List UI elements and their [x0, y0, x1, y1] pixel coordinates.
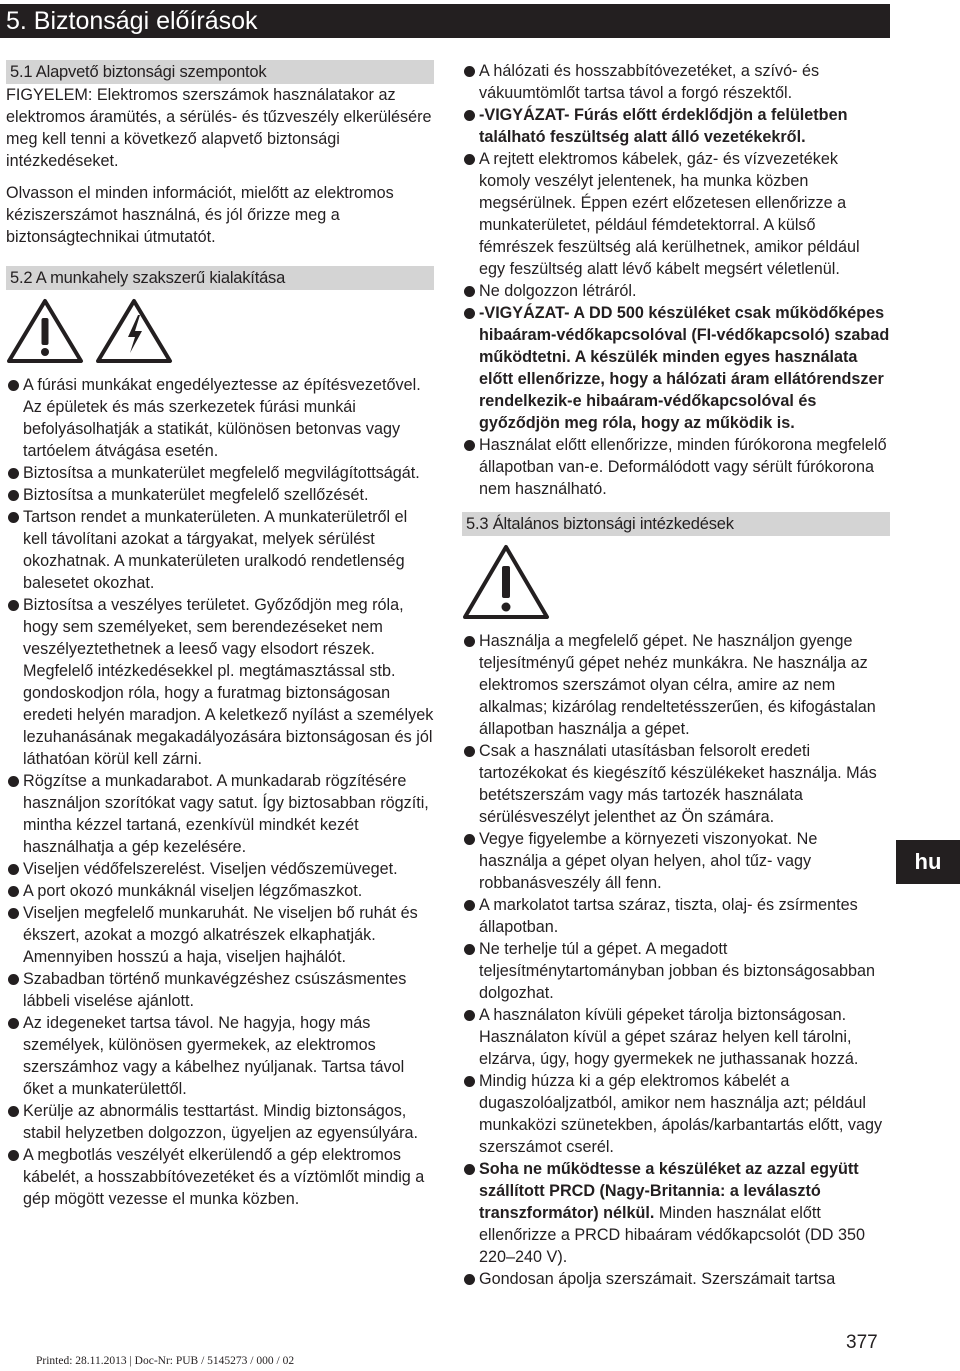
- list-item: A markolatot tartsa száraz, tiszta, olaj- és zsírmentes állapotban.: [462, 894, 890, 938]
- list-item: Biztosítsa a munkaterület megfelelő megvilágítottságát.: [6, 462, 434, 484]
- heading-5-3: 5.3 Általános biztonsági intézkedések: [462, 512, 890, 536]
- general-safety-list: [462, 630, 890, 1290]
- list-item: Biztosítsa a veszélyes területet. Győződjön meg róla, hogy sem személyeket, sem berendezéseket nem veszélyeztethetnek a leeső vagy elsodort részek. Megfelelő intézkedésekkel pl. megtámasztással stb. gondoskodjon róla, hogy a furatmag biztonságosan eredeti helyén maradjon. A keletkező nyílást a személyek lezuhanásának megakadályozására biztonságosan és jól láthatóan körül kell zárni.: [6, 594, 434, 770]
- list-item: Tartson rendet a munkaterületen. A munkaterületről el kell távolítani azokat a tárgyakat, melyek sérülést okozhatnak. A munkaterületen uralkodó rendetlenség balesetet okozhat.: [6, 506, 434, 594]
- list-item: Viseljen védőfelszerelést. Viseljen védőszemüveget.: [6, 858, 434, 880]
- list-item-caution: -VIGYÁZAT- Fúrás előtt érdeklődjön a felületben található feszültség alatt álló vezetékekről.: [462, 104, 890, 148]
- list-item: Az idegeneket tartsa távol. Ne hagyja, hogy más személyek, különösen gyermekek, az elektromos szerszámhoz vagy a kábelhez nyúljanak. Tartsa távol őket a munkaterülettől.: [6, 1012, 434, 1100]
- heading-5-2: 5.2 A munkahely szakszerű kialakítása: [6, 266, 434, 290]
- prcd-check: Minden használat előtt ellenőrizze a PRCD hibaáram védőkapcsolót (DD 350 220–240 V).: [479, 1204, 865, 1266]
- page-number: 377: [846, 1332, 878, 1353]
- list-item: Mindig húzza ki a gép elektromos kábelét a dugaszolóaljzatból, amikor nem használja azt; például munkaközi szünetekben, ápolás/karbantartás előtt, vagy szerszámot cserél.: [462, 1070, 890, 1158]
- list-item: Csak a használati utasításban felsorolt eredeti tartozékokat és kiegészítő készülékeket használja. Más betétszerszám vagy más tartozék használata sérülésveszélyt jelenthet az Ön számára.: [462, 740, 890, 828]
- list-item: Rögzítse a munkadarabot. A munkadarab rögzítésére használjon szorítókat vagy satut. Így biztosabban rögzíti, mintha kézzel tartaná, ezenkívül mindkét kezét használhatja a gép kezelésére.: [6, 770, 434, 858]
- warning-triangle-icon: [6, 298, 84, 364]
- read-instructions-paragraph: Olvasson el minden információt, mielőtt az elektromos kéziszerszámot használná, és jól őrizze meg a biztonságtechnikai útmutatót.: [6, 184, 394, 246]
- list-item: Szabadban történő munkavégzéshez csúszásmentes lábbeli viselése ajánlott.: [6, 968, 434, 1012]
- list-item: A használaton kívüli gépeket tárolja biztonságosan. Használaton kívül a gépet száraz helyen kell tárolni, elzárva, úgy, hogy gyermekek ne juthassanak hozzá.: [462, 1004, 890, 1070]
- list-item: Kerülje az abnormális testtartást. Mindig biztonságos, stabil helyzetben dolgozzon, ügyeljen az egyensúlyára.: [6, 1100, 434, 1144]
- list-item: Viseljen megfelelő munkaruhát. Ne viseljen bő ruhát és ékszert, azokat a mozgó alkatrészek elkaphatják. Amennyiben hosszú a haja, viseljen hajhálót.: [6, 902, 434, 968]
- list-item: A port okozó munkáknál viseljen légzőmaszkot.: [6, 880, 434, 902]
- prcd-warning: Soha ne működtesse a készüléket az azzal együtt szállított PRCD (Nagy-Britannia: a leválasztó transzformátor) nélkül.: [479, 1160, 859, 1222]
- list-item-caution: -VIGYÁZAT- A DD 500 készüléket csak működőképes hibaáram-védőkapcsolóval (FI-védőkapcsoló) szabad működtetni. A készülék minden egyes használata előtt ellenőrizze, hogy a hálózati áram ellátórendszer rendelkezik-e hibaáram-védőkapcsolóval és győződjön meg róla, hogy az működik is.: [462, 302, 890, 434]
- list-item: Ne terhelje túl a gépet. A megadott teljesítménytartományban jobban és biztonságosabban dolgozhat.: [462, 938, 890, 1004]
- general-hazard-icon-wrap: [462, 544, 890, 626]
- list-item: A rejtett elektromos kábelek, gáz- és vízvezetékek komoly veszélyt jelentenek, ha munka közben megsérülnek. Éppen ezért előzetesen ellenőrizze a munkaterületet, például fémdetektorral. A külső fémrészek feszültség alá kerülhetnek, amikor például egy feszültség alatt lévő kábelt megsért véletlenül.: [462, 148, 890, 280]
- list-item: A hálózati és hosszabbítóvezetéket, a szívó- és vákuumtömlőt tartsa távol a forgó részektől.: [462, 60, 890, 104]
- section-title-bar: [0, 4, 890, 38]
- warning-label: FIGYELEM:: [6, 86, 93, 104]
- language-tab: hu: [896, 840, 960, 884]
- list-item: Használja a megfelelő gépet. Ne használjon gyenge teljesítményű gépet nehéz munkákra. Ne használja az elektromos szerszámot olyan célra, amire az nem alkalmas; kizárólag rendeltetésszerűen, és kifogástalan állapotban használja a gépet.: [462, 630, 890, 740]
- list-item: Ne dolgozzon létráról.: [462, 280, 890, 302]
- electric-hazard-icon: [95, 298, 173, 364]
- warning-paragraph: [6, 84, 434, 172]
- cable-safety-list: [462, 60, 890, 500]
- left-column: [6, 60, 434, 1210]
- list-item: A fúrási munkákat engedélyeztesse az építésvezetővel. Az épületek és más szerkezetek fúrási munkái befolyásolhatják a statikát, különösen betonvas vagy tartóelem átvágása esetén.: [6, 374, 434, 462]
- list-item-prcd: [462, 1158, 890, 1268]
- workplace-list: [6, 374, 434, 1210]
- list-item: A megbotlás veszélyét elkerülendő a gép elektromos kábelét, a hosszabbítóvezetéket és a víztömlőt mindig a gép mögött vezesse el munka közben.: [6, 1144, 434, 1210]
- list-item: Biztosítsa a munkaterület megfelelő szellőzését.: [6, 484, 434, 506]
- list-item: Használat előtt ellenőrizze, minden fúrókorona megfelelő állapotban van-e. Deformálódott vagy sérült fúrókorona nem használható.: [462, 434, 890, 500]
- page-title: 5. Biztonsági előírások: [6, 7, 258, 35]
- heading-5-1: 5.1 Alapvető biztonsági szempontok: [6, 60, 434, 84]
- warning-triangle-icon: [462, 544, 550, 620]
- hazard-icons: [6, 298, 434, 368]
- warning-text: Elektromos szerszámok használatakor az elektromos áramütés, a sérülés- és tűzveszély elkerülésére meg kell tenni a következő alapvető biztonsági intézkedéseket.: [6, 86, 432, 170]
- print-footer: Printed: 28.11.2013 | Doc-Nr: PUB / 5145273 / 000 / 02: [36, 1355, 295, 1367]
- right-column: [462, 60, 890, 1290]
- list-item: Vegye figyelembe a környezeti viszonyokat. Ne használja a gépet olyan helyen, ahol tűz- vagy robbanásveszély áll fenn.: [462, 828, 890, 894]
- list-item: Gondosan ápolja szerszámait. Szerszámait tartsa: [462, 1268, 890, 1290]
